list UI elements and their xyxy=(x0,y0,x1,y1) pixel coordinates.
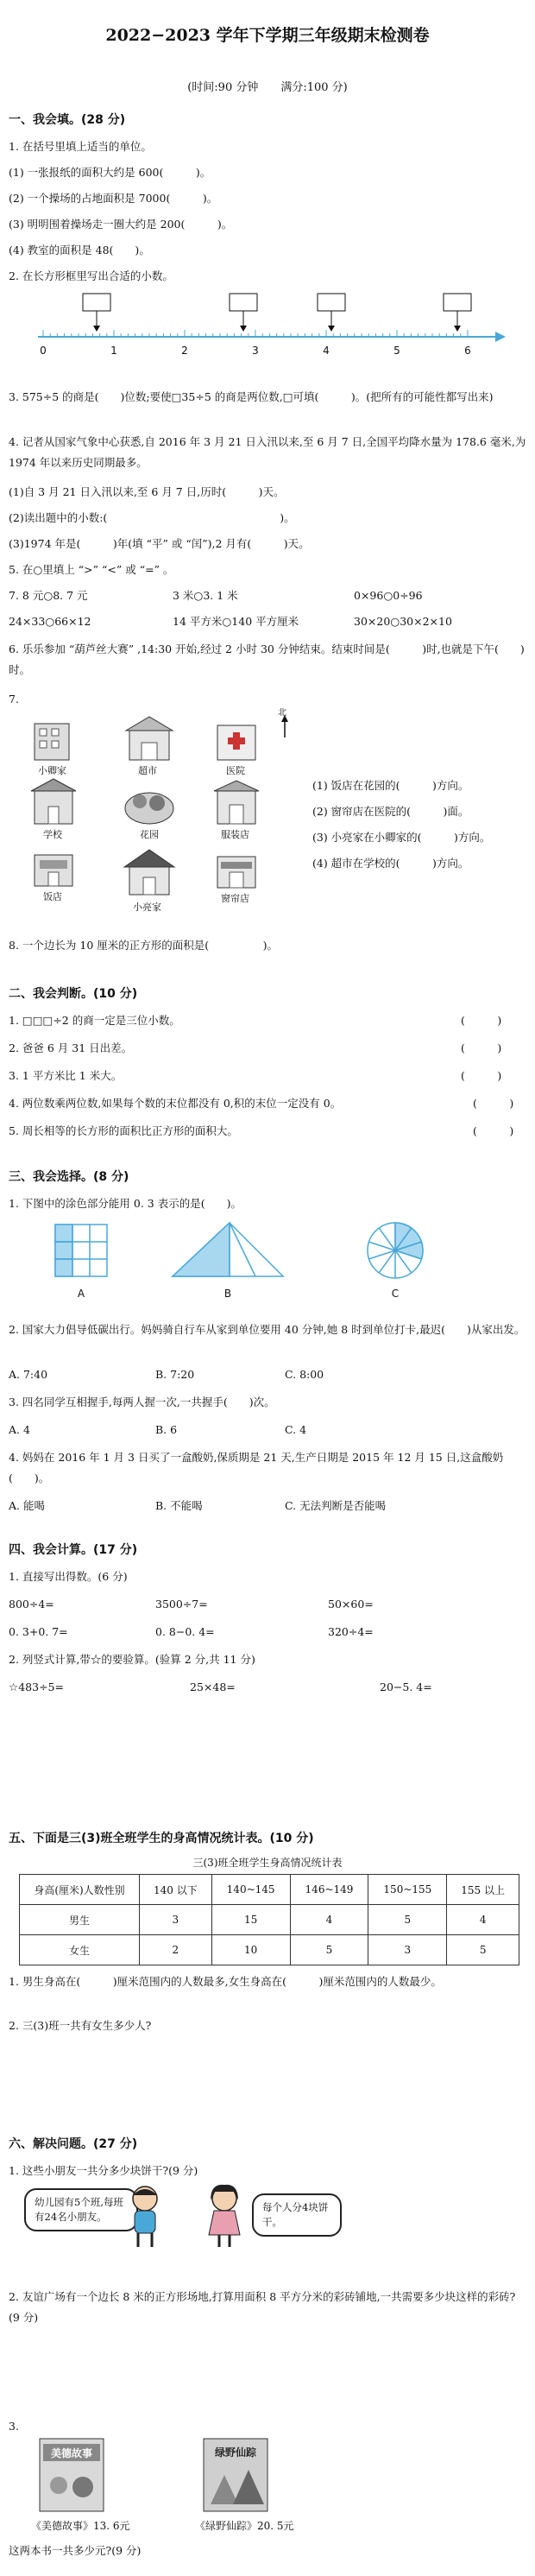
s4-r3-b: 25×48= xyxy=(190,1680,236,1693)
north-label: 北 xyxy=(278,708,286,718)
s1-q1b: (2) 一个操场的占地面积是 7000( )。 xyxy=(9,192,218,205)
table-header-cell: 150~155 xyxy=(368,1875,447,1905)
tick-label-1: 1 xyxy=(110,345,117,357)
figure-c-label: C xyxy=(391,1288,400,1300)
table-cell: 5 xyxy=(447,1935,519,1965)
building-xiaoliang-home xyxy=(124,850,174,895)
s3-q2-opt-c: C. 8:00 xyxy=(285,1368,324,1381)
s1-q7c: (3) 小亮家在小卿家的( )方向。 xyxy=(312,831,491,844)
s1-q4a: (1)自 3 月 21 日入汛以来,至 6 月 7 日,历时( )天。 xyxy=(9,485,285,498)
s3-q4: 4. 妈妈在 2016 年 1 月 3 日买了一盒酸奶,保质期是 21 天,生产日期是 2015 年 12 月 15 日,这盒酸奶( )。 xyxy=(9,1451,504,1484)
s2-paren-1: ( ) xyxy=(461,1014,502,1027)
figure-a-grid xyxy=(55,1225,107,1276)
building-garden xyxy=(125,793,173,824)
exam-info: (时间:90 分钟 满分:100 分) xyxy=(187,81,348,94)
direction-map xyxy=(26,708,302,924)
table-header-cell: 140~145 xyxy=(211,1875,290,1905)
s2-paren-3: ( ) xyxy=(461,1069,502,1082)
s4-r1-c: 50×60= xyxy=(328,1598,374,1611)
s1-q8: 8. 一个边长为 10 厘米的正方形的面积是( )。 xyxy=(9,939,279,952)
table-header-cell: 140 以下 xyxy=(140,1875,212,1905)
building-xiaoqing-home xyxy=(35,724,69,760)
number-line xyxy=(26,292,509,375)
axis-arrow xyxy=(495,332,506,342)
answer-box-3 xyxy=(318,294,345,311)
book-1-price: 《美德故事》13. 6元 xyxy=(31,2520,130,2532)
s3-q1: 1. 下图中的涂色部分能用 0. 3 表示的是( )。 xyxy=(9,1197,242,1210)
section-5-heading: 五、下面是三(3)班全班学生的身高情况统计表。(10 分) xyxy=(9,1832,314,1845)
s1-q3: 3. 575÷5 的商是( )位数;要使□35÷5 的商是两位数,□可填( )。(把所有的可能性都写出来) xyxy=(9,390,494,403)
s3-q4-opt-a: A. 能喝 xyxy=(9,1499,45,1512)
fraction-figures xyxy=(52,1219,483,1306)
table-cell: 4 xyxy=(447,1905,519,1935)
s1-q5-r1-c: 0×96○0÷96 xyxy=(354,589,423,602)
table-cell: 10 xyxy=(211,1935,290,1965)
table-cell: 男生 xyxy=(20,1905,140,1935)
table-header-cell: 155 以上 xyxy=(447,1875,519,1905)
figure-b-triangle xyxy=(173,1223,283,1276)
table-cell: 4 xyxy=(290,1905,368,1935)
place-garden: 花园 xyxy=(140,829,159,840)
s2-paren-2: ( ) xyxy=(461,1041,502,1054)
s1-q1c: (3) 明明围着操场走一圈大约是 200( )。 xyxy=(9,218,233,231)
section-3-heading: 三、我会选择。(8 分) xyxy=(9,1170,129,1184)
s1-q5-r2-b: 14 平方米○140 平方厘米 xyxy=(173,615,299,628)
building-school xyxy=(31,779,76,824)
table-cell: 3 xyxy=(368,1935,447,1965)
s1-q5-r2-c: 30×20○30×2×10 xyxy=(354,615,452,628)
s4-r1-a: 800÷4= xyxy=(9,1598,54,1611)
s6-q3a: 这两本书一共多少元?(9 分) xyxy=(9,2544,142,2557)
s2-item-4: 4. 两位数乘两位数,如果每个数的末位都没有 0,积的末位一定没有 0。 xyxy=(9,1097,342,1110)
tick-label-0: 0 xyxy=(40,345,47,357)
section-2-heading: 二、我会判断。(10 分) xyxy=(9,987,138,1001)
speech-bubble-right: 每个人分4块饼干。 xyxy=(252,2193,342,2237)
s3-q2-opt-b: B. 7:20 xyxy=(155,1368,195,1381)
s3-q2-opt-a: A. 7:40 xyxy=(9,1368,48,1381)
tick-label-5: 5 xyxy=(393,345,400,357)
child-figure-girl xyxy=(198,2181,250,2250)
s4-r2-b: 0. 8−0. 4= xyxy=(155,1625,215,1638)
s3-q2: 2. 国家大力倡导低碳出行。妈妈骑自行车从家到单位要用 40 分钟,她 8 时到单位打卡,最迟( )从家出发。 xyxy=(9,1323,526,1336)
s1-q5-r1-b: 3 米○3. 1 米 xyxy=(173,589,238,602)
table-header-cell: 身高(厘米)人数性别 xyxy=(20,1875,140,1905)
s3-q3-opt-c: C. 4 xyxy=(285,1423,307,1436)
building-restaurant xyxy=(35,855,72,886)
s2-paren-5: ( ) xyxy=(473,1124,514,1137)
s4-r3-a: ☆483÷5= xyxy=(9,1680,64,1693)
place-xiaoliang-home: 小亮家 xyxy=(133,902,161,913)
s4-q1: 1. 直接写出得数。(6 分) xyxy=(9,1570,128,1583)
place-supermarket: 超市 xyxy=(138,765,157,776)
tick-label-3: 3 xyxy=(252,345,259,357)
figure-b-label: B xyxy=(223,1288,232,1300)
building-hospital xyxy=(217,725,255,760)
table-cell: 15 xyxy=(211,1905,290,1935)
place-restaurant: 饭店 xyxy=(43,891,62,902)
s1-q4: 4. 记者从国家气象中心获悉,自 2016 年 3 月 21 日入汛以来,至 6 月 7 日,全国平均降水量为 178.6 毫米,为 1974 年以来历史同期最多。 xyxy=(9,435,526,469)
s1-q4c: (3)1974 年是( )年(填 “平” 或 “闰”),2 月有( )天。 xyxy=(9,537,310,550)
s5-q2: 2. 三(3)班一共有女生多少人? xyxy=(9,2019,152,2032)
building-curtain-store xyxy=(217,857,255,888)
height-stats-table xyxy=(19,1874,519,1965)
place-school: 学校 xyxy=(43,829,62,840)
tick-label-2: 2 xyxy=(181,345,188,357)
s1-q1d: (4) 教室的面积是 48( )。 xyxy=(9,244,150,256)
table-cell: 5 xyxy=(290,1935,368,1965)
figure-a-label: A xyxy=(77,1288,85,1300)
page-title: 2022−2023 学年下学期三年级期末检测卷 xyxy=(105,26,430,45)
answer-box-4 xyxy=(444,294,471,311)
section-1-heading: 一、我会填。(28 分) xyxy=(9,113,126,127)
s1-q7b: (2) 窗帘店在医院的( )面。 xyxy=(312,805,469,818)
child-figure-boy xyxy=(119,2181,171,2250)
speech-bubble-left: 幼儿园有5个班,每班有24名小朋友。 xyxy=(24,2188,138,2231)
table-row xyxy=(20,1905,519,1935)
s1-q7a: (1) 饭店在花园的( )方向。 xyxy=(312,779,469,792)
building-clothing-store xyxy=(214,781,259,824)
table-caption: 三(3)班全班学生身高情况统计表 xyxy=(192,1857,343,1869)
s4-q2: 2. 列竖式计算,带☆的要验算。(验算 2 分,共 11 分) xyxy=(9,1653,255,1666)
place-hospital: 医院 xyxy=(226,765,245,776)
tick-label-4: 4 xyxy=(323,345,330,357)
s4-r2-a: 0. 3+0. 7= xyxy=(9,1625,68,1638)
s2-paren-4: ( ) xyxy=(473,1097,514,1110)
table-cell: 2 xyxy=(140,1935,212,1965)
s1-q1: 1. 在括号里填上适当的单位。 xyxy=(9,140,152,153)
s6-q1: 1. 这些小朋友一共分多少块饼干?(9 分) xyxy=(9,2164,198,2177)
place-curtain-store: 窗帘店 xyxy=(221,893,249,904)
book-cover-title-1: 美德故事 xyxy=(50,2447,93,2459)
s2-item-5: 5. 周长相等的长方形的面积比正方形的面积大。 xyxy=(9,1124,238,1137)
s3-q4-opt-b: B. 不能喝 xyxy=(155,1499,203,1512)
figure-c-circle xyxy=(368,1223,423,1278)
table-header-row xyxy=(20,1875,519,1905)
s3-q3-opt-a: A. 4 xyxy=(9,1423,30,1436)
s2-item-1: 1. □□□÷2 的商一定是三位小数。 xyxy=(9,1014,180,1027)
section-6-heading: 六、解决问题。(27 分) xyxy=(9,2137,138,2151)
s2-item-3: 3. 1 平方米比 1 米大。 xyxy=(9,1069,123,1082)
s1-q7d: (4) 超市在学校的( )方向。 xyxy=(312,857,469,870)
s6-q3: 3. xyxy=(9,2420,19,2433)
s5-q1: 1. 男生身高在( )厘米范围内的人数最多,女生身高在( )厘米范围内的人数最少。 xyxy=(9,1975,442,1988)
book-2-price: 《绿野仙踪》20. 5元 xyxy=(195,2520,294,2532)
section-4-heading: 四、我会计算。(17 分) xyxy=(9,1543,138,1557)
s4-r3-c: 20−5. 4= xyxy=(380,1680,432,1693)
s3-q3-opt-b: B. 6 xyxy=(155,1423,178,1436)
answer-box-2 xyxy=(230,294,257,311)
s6-q2: 2. 友谊广场有一个边长 8 米的正方形场地,打算用面积 8 平方分米的彩砖铺地,一共需要多少块这样的彩砖?(9 分) xyxy=(9,2290,516,2324)
s1-q5-r2-a: 24×33○66×12 xyxy=(9,615,91,628)
place-clothing-store: 服装店 xyxy=(221,829,249,840)
tick-label-6: 6 xyxy=(464,345,471,357)
s1-q7: 7. xyxy=(9,693,19,706)
s3-q4-opt-c: C. 无法判断是否能喝 xyxy=(285,1499,387,1512)
s4-r2-c: 320÷4= xyxy=(328,1625,374,1638)
s1-q5-r1-a: 7. 8 元○8. 7 元 xyxy=(9,589,88,602)
answer-box-1 xyxy=(83,294,110,311)
book-cover-title-2: 绿野仙踪 xyxy=(214,2446,257,2459)
book-cover-meide xyxy=(35,2435,109,2515)
building-supermarket xyxy=(126,717,173,760)
table-cell: 5 xyxy=(368,1905,447,1935)
book-cover-lvye xyxy=(198,2435,273,2515)
s1-q4b: (2)读出题中的小数:( )。 xyxy=(9,511,295,524)
s1-q6: 6. 乐乐参加 “葫芦丝大赛” ,14:30 开始,经过 2 小时 30 分钟结束。结束时间是( )时,也就是下午( )时。 xyxy=(9,642,525,676)
s4-r1-b: 3500÷7= xyxy=(155,1598,208,1611)
table-row xyxy=(20,1935,519,1965)
s1-q1a: (1) 一张报纸的面积大约是 600( )。 xyxy=(9,166,211,179)
s2-item-2: 2. 爸爸 6 月 31 日出差。 xyxy=(9,1041,133,1054)
table-cell: 女生 xyxy=(20,1935,140,1965)
s1-q5: 5. 在○里填上 “>” “<” 或 “=” 。 xyxy=(9,563,174,576)
place-xiaoqing-home: 小卿家 xyxy=(38,765,66,776)
table-cell: 3 xyxy=(140,1905,212,1935)
s3-q3: 3. 四名同学互相握手,每两人握一次,一共握手( )次。 xyxy=(9,1396,275,1408)
s1-q2: 2. 在长方形框里写出合适的小数。 xyxy=(9,269,173,282)
table-header-cell: 146~149 xyxy=(290,1875,368,1905)
